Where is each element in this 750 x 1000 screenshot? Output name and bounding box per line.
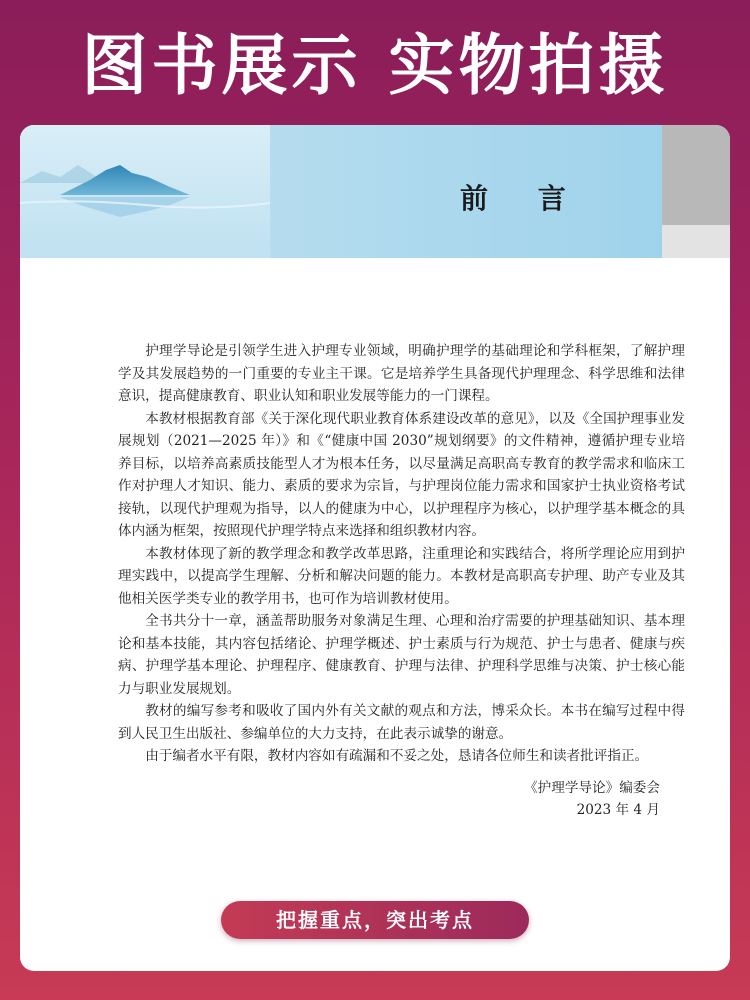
landscape-illustration [20, 125, 270, 258]
preface-body [118, 340, 685, 768]
signature: 《护理学导论》编委会 [524, 780, 660, 796]
chapter-title: 前 言 [460, 182, 586, 215]
book-page-card [20, 125, 730, 971]
paragraph: 由于编者水平有限，教材内容如有疏漏和不妥之处，恳请各位师生和读者批评指正。 [145, 748, 649, 764]
date: 2023 年 4 月 [576, 802, 660, 818]
gray-corner-strip [662, 225, 730, 258]
paragraph: 护理学导论是引领学生进入护理专业领域，明确护理学的基础理论和学科框架，了解护理学及其发展趋势的一门重要的专业主干课。它是培养学生具备现代护理理念、科学思维和法律意识，提高健康教育、职业认知和职业发展等能力的一门课程。 [118, 343, 685, 404]
gray-corner-tab [662, 125, 730, 225]
highlight-pill: 把握重点，突出考点 [221, 901, 529, 939]
banner-title: 图书展示 实物拍摄 [81, 27, 669, 104]
paragraph: 本教材根据教育部《关于深化现代职业教育体系建设改革的意见》，以及《全国护理事业发展规划（2021—2025 年）》和《“健康中国 2030”规划纲要》的文件精神，遵循护理专业培养目标，以培养高素质技能型人才为根本任务，以尽量满足高职高专教育的教学需求和临床工作对护理人才知识、能力、素质的要求为宗旨，与护理岗位能力需求和国家护士执业资格考试接轨，以现代护理观为指导，以人的健康为中心，以护理程序为核心，以护理学基本概念的具体内涵为框架，按照现代护理学特点来选择和组织教材内容。 [118, 410, 685, 539]
paragraph: 全书共分十一章，涵盖帮助服务对象满足生理、心理和治疗需要的护理基础知识、基本理论和基本技能，其内容包括绪论、护理学概述、护士素质与行为规范、护士与患者、健康与疾病、护理学基本理论、护理程序、健康教育、护理与法律、护理科学思维与决策、护士核心能力与职业发展规划。 [118, 613, 685, 697]
paragraph: 本教材体现了新的教学理念和教学改革思路，注重理论和实践结合，将所学理论应用到护理实践中，以提高学生理解、分析和解决问题的能力。本教材是高职高专护理、助产专业及其他相关医学类专业的教学用书，也可作为培训教材使用。 [118, 545, 685, 607]
signature-block [524, 777, 660, 821]
paragraph: 教材的编写参考和吸收了国内外有关文献的观点和方法，博采众长。本书在编写过程中得到人民卫生出版社、参编单位的大力支持，在此表示诚挚的谢意。 [118, 703, 685, 742]
